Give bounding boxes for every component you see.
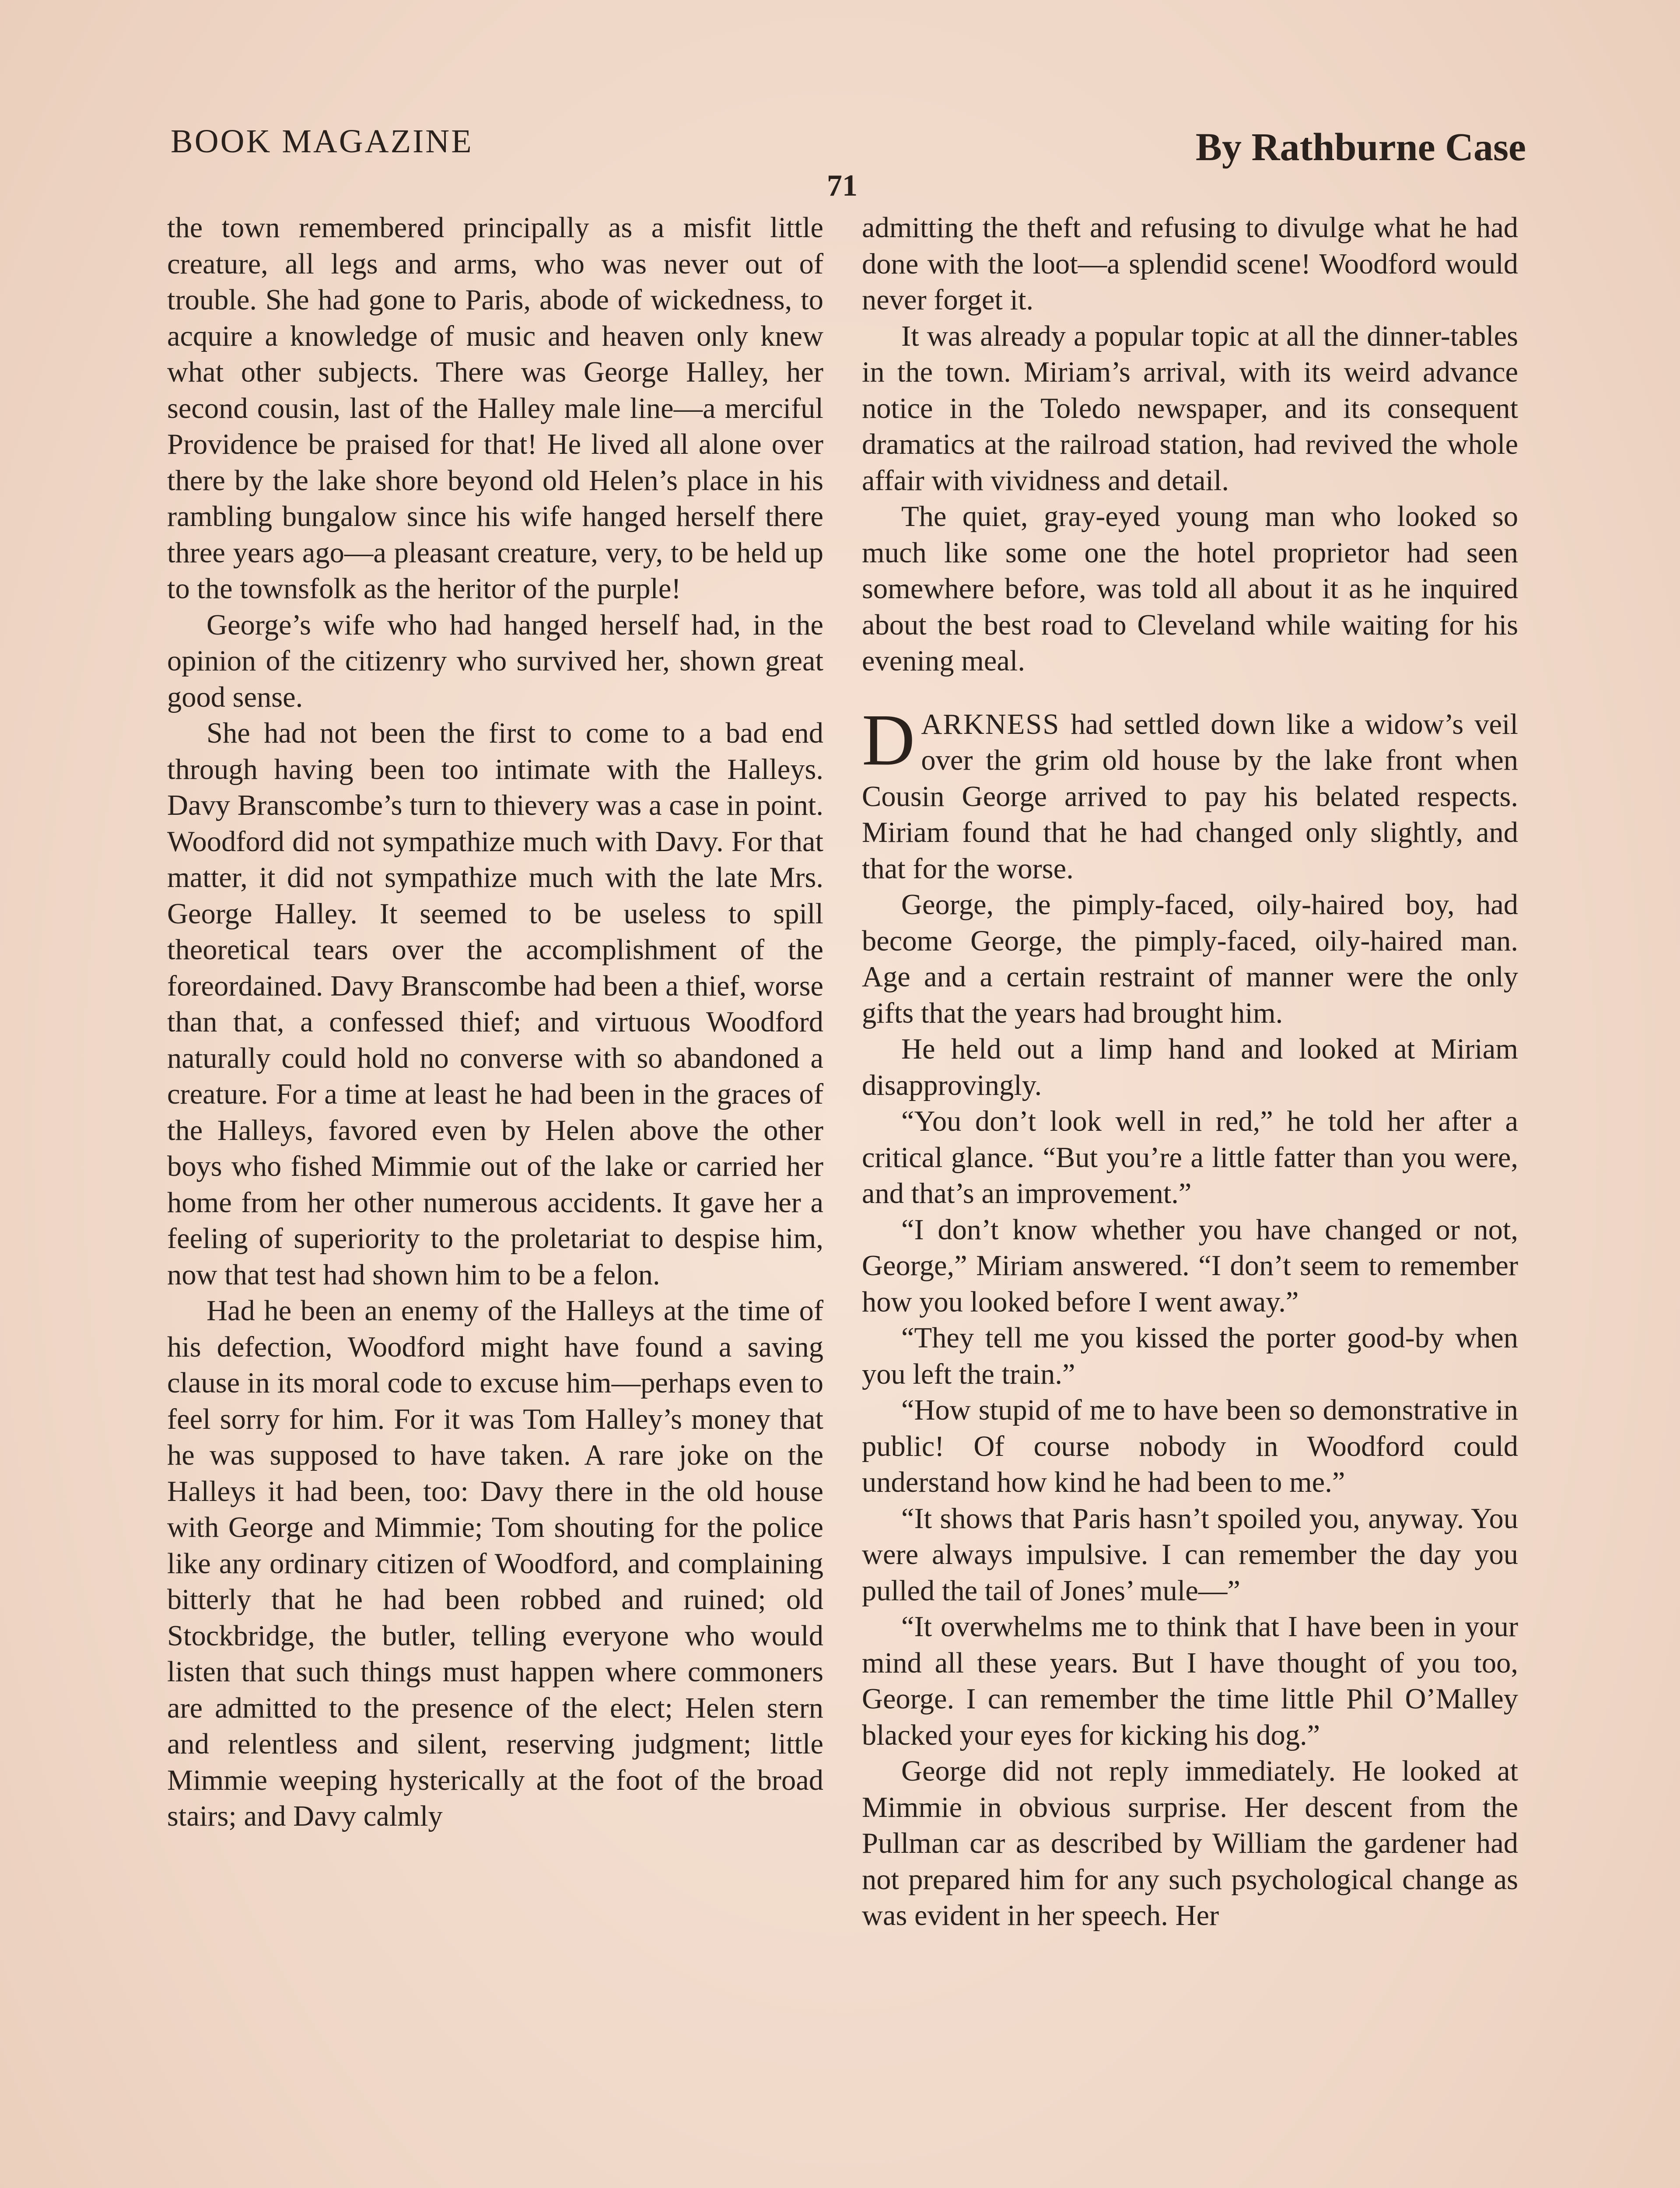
paragraph: George’s wife who had hanged herself had, in the opinion of the citizenry who survived her, shown great good sense. [167, 609, 823, 713]
paragraph: George did not reply immediately. He looked at Mimmie in obvious surprise. Her descent from the Pullman car as described by William the gardener had not prepared him for any such psychological change as was evident in her speech. Her [862, 1755, 1518, 1932]
paragraph: “You don’t look well in red,” he told her after a critical glance. “But you’re a little fatter than you were, and that’s an improvement.” [862, 1105, 1518, 1210]
paragraph: It was already a popular topic at all the dinner-tables in the town. Miriam’s arrival, with its weird advance notice in the Toledo newspaper, and its consequent dramatics at the railroad station, had revived the whole affair with vividness and detail. [862, 320, 1518, 497]
paragraph: She had not been the first to come to a bad end through having been too intimate with the Halleys. Davy Branscombe’s turn to thievery was a case in point. Woodford did not sympathize much with Davy. For that matter, it did not sympathize much with the late Mrs. George Halley. It seemed to be useless to spill theoretical tears over the accomplishment of the foreordained. Davy Branscombe had been a thief, worse than that, a confessed thief; and virtuous Woodford naturally could hold no converse with so abandoned a creature. For a time at least he had been in the graces of the Halleys, favored even by Helen above the other boys who fished Mimmie out of the lake or carried her home from her other numerous accidents. It gave her a feeling of superiority to the proletariat to despise him, now that test had shown him to be a felon. [167, 717, 823, 1291]
paragraph: George, the pimply-faced, oily-haired boy, had become George, the pimply-faced, oily-haired man. Age and a certain restraint of manner were the only gifts that the years had brought him. [862, 889, 1518, 1029]
paragraph: admitting the theft and refusing to divulge what he had done with the loot—a splendid scene! Woodford would never forget it. [862, 212, 1518, 316]
drop-cap-letter: D [862, 699, 915, 781]
paragraph: “It overwhelms me to think that I have been in your mind all these years. But I have thought of you too, George. I can remember the time little Phil O’Malley blacked your eyes for kicking his dog.” [862, 1611, 1518, 1751]
paragraph: the town remembered principally as a misfit little creature, all legs and arms, who was never out of trouble. She had gone to Paris, abode of wickedness, to acquire a knowledge of music and heaven only knew what other subjects. There was George Halley, her second cousin, last of the Halley male line—a merciful Providence be praised for that! He lived all alone over there by the lake shore beyond old Helen’s place in his rambling bungalow since his wife hanged herself there three years ago—a pleasant creature, very, to be held up to the townsfolk as the heritor of the purple! [167, 212, 823, 605]
paragraph: Had he been an enemy of the Halleys at the time of his defection, Woodford might have found a saving clause in its moral code to excuse him—perhaps even to feel sorry for him. For it was Tom Halley’s money that he was supposed to have taken. A rare joke on the Halleys it had been, too: Davy there in the old house with George and Mimmie; Tom shouting for the police like any ordinary citizen of Woodford, and complaining bitterly that he had been robbed and ruined; old Stockbridge, the butler, telling everyone who would listen that such things must happen where commoners are admitted to the presence of the elect; Helen stern and relentless and silent, reserving judgment; little Mimmie weeping hysterically at the foot of the broad stairs; and Davy calmly [167, 1295, 823, 1832]
section-opening-text: had settled down like a widow’s veil over the grim old house by the lake front when Cousin George arrived to pay his belated respects. Miriam found that he had changed only slightly, and that for the worse. [862, 708, 1518, 885]
left-column [167, 210, 823, 1835]
right-column [862, 210, 1518, 1934]
section-opening-word: ARKNESS [921, 708, 1060, 740]
page-number: 71 [827, 169, 858, 203]
paragraph: He held out a limp hand and looked at Miriam disapprovingly. [862, 1033, 1518, 1101]
section-opening-paragraph [862, 699, 1518, 887]
paragraph: The quiet, gray-eyed young man who looked so much like some one the hotel proprietor had seen somewhere before, was told all about it as he inquired about the best road to Cleveland while waiting for his evening meal. [862, 501, 1518, 677]
paragraph: “They tell me you kissed the porter good-by when you left the train.” [862, 1322, 1518, 1390]
paragraph: “How stupid of me to have been so demonstrative in public! Of course nobody in Woodford could understand how kind he had been to me.” [862, 1394, 1518, 1498]
paragraph: “It shows that Paris hasn’t spoiled you, anyway. You were always impulsive. I can remember the day you pulled the tail of Jones’ mule—” [862, 1502, 1518, 1607]
magazine-title: BOOK MAGAZINE [171, 123, 473, 160]
paragraph: “I don’t know whether you have changed or not, George,” Miriam answered. “I don’t seem to remember how you looked before I went away.” [862, 1213, 1518, 1318]
author-byline: By Rathburne Case [1195, 126, 1526, 169]
